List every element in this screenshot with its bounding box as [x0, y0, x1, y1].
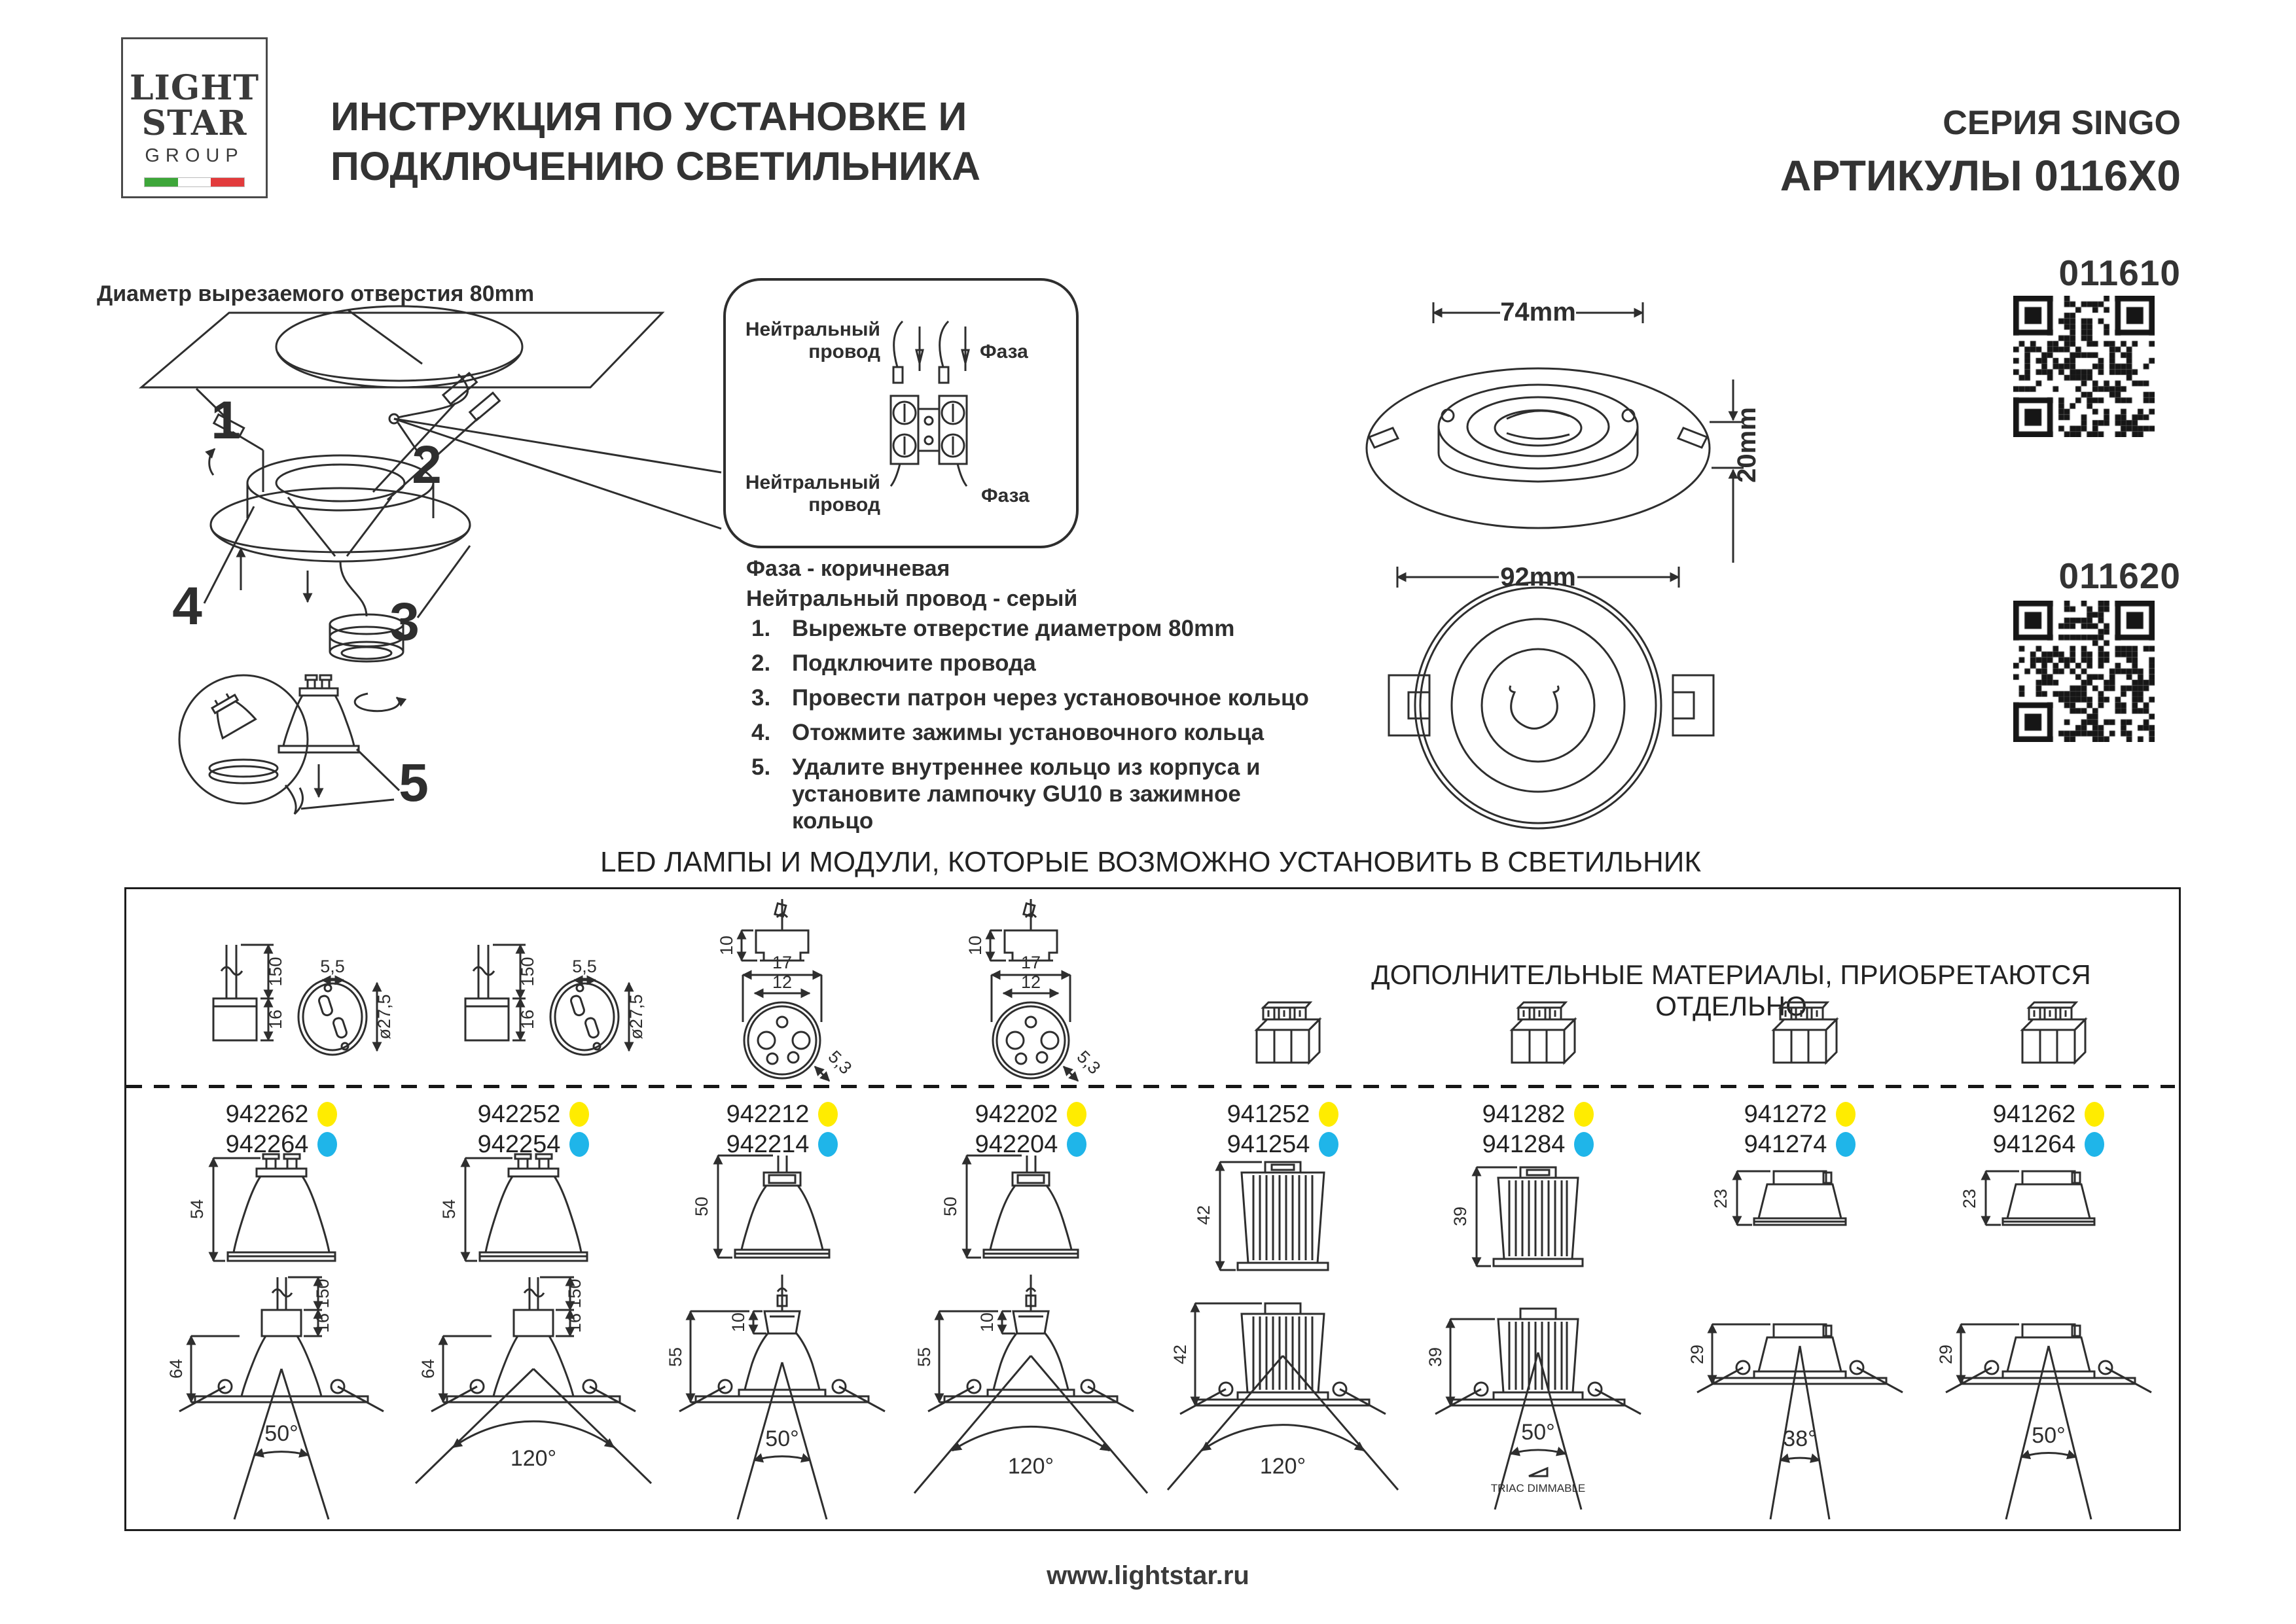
svg-text:150: 150	[313, 1279, 332, 1309]
svg-text:64: 64	[418, 1358, 438, 1379]
phase-label-top: Фаза	[980, 341, 1028, 362]
step-item: 3. Провести патрон через установочное кольцо	[751, 685, 1309, 711]
product-code: 941264	[1992, 1130, 2076, 1158]
svg-text:17: 17	[1020, 953, 1041, 972]
product-codes	[157, 1099, 406, 1159]
article-number-011610: 011610	[2058, 253, 2181, 293]
stripped-wires-icon	[888, 312, 980, 391]
lamp-column-3	[658, 891, 906, 1523]
beam-angle: 50°	[2032, 1423, 2066, 1448]
page-title	[331, 92, 1247, 191]
qr-code-011620	[2013, 601, 2155, 742]
product-codes	[906, 1099, 1155, 1159]
product-code: 941284	[1482, 1130, 1566, 1158]
italian-flag-icon	[144, 177, 245, 187]
triac-triangle-icon	[1529, 1468, 1547, 1476]
gu10-socket-icon	[409, 891, 658, 1087]
lamp-column-7	[1676, 891, 1924, 1523]
mr16-lamp-drawing	[906, 1153, 1155, 1523]
svg-text:16: 16	[518, 1009, 537, 1030]
step-marker-2: 2	[412, 435, 442, 495]
gu10-socket-icon	[157, 891, 406, 1087]
installation-steps	[751, 615, 1327, 842]
beam-angle: 50°	[1521, 1420, 1555, 1445]
terminal-block-icon	[1158, 891, 1407, 1087]
article-number-011620: 011620	[2058, 556, 2181, 596]
svg-text:10: 10	[977, 1312, 997, 1333]
website-url: www.lightstar.ru	[1047, 1561, 1249, 1590]
svg-text:10: 10	[728, 1312, 748, 1333]
svg-text:55: 55	[914, 1347, 934, 1368]
svg-text:17: 17	[772, 953, 793, 972]
beam-angle: 50°	[264, 1421, 298, 1446]
product-codes	[1158, 1099, 1407, 1159]
svg-text:42: 42	[1194, 1205, 1213, 1226]
led-downlight-drawing	[1676, 1153, 1924, 1523]
svg-text:150: 150	[565, 1279, 584, 1309]
svg-text:64: 64	[166, 1358, 186, 1379]
product-code: 942212	[726, 1100, 810, 1128]
lamp-column-1	[157, 891, 406, 1523]
product-code: 941262	[1992, 1100, 2076, 1128]
mr16-lamp-drawing	[658, 1153, 906, 1523]
svg-text:29: 29	[1687, 1344, 1707, 1365]
terminal-block-icon	[876, 391, 981, 495]
svg-text:42: 42	[1170, 1344, 1190, 1365]
warm-tone-dot	[1836, 1102, 1856, 1127]
lamp-column-5	[1158, 891, 1407, 1523]
product-code: 942202	[975, 1100, 1058, 1128]
logo-word-star: STAR	[141, 103, 247, 143]
svg-text:16: 16	[313, 1313, 332, 1333]
svg-text:150: 150	[266, 957, 285, 987]
led-downlight-drawing	[1924, 1153, 2173, 1523]
led-module-drawing	[1414, 1153, 1662, 1523]
warm-tone-dot	[1574, 1102, 1594, 1127]
terminal-block-icon	[1924, 891, 2173, 1087]
lamp-column-4	[906, 891, 1155, 1523]
svg-text:5,5: 5,5	[320, 957, 345, 976]
step-marker-3: 3	[389, 592, 420, 652]
warm-tone-dot	[1319, 1102, 1338, 1127]
svg-text:39: 39	[1426, 1347, 1445, 1368]
warm-tone-dot	[317, 1102, 337, 1127]
step-item: 2. Подключите провода	[751, 650, 1036, 676]
phase-color-note: Фаза - коричневая	[746, 556, 950, 581]
product-codes	[1676, 1099, 1924, 1159]
svg-text:12: 12	[1020, 972, 1041, 992]
product-codes	[409, 1099, 658, 1159]
warm-tone-dot	[1067, 1102, 1086, 1127]
svg-text:ø27,5: ø27,5	[374, 994, 394, 1040]
mr16-socket-icon	[658, 891, 906, 1087]
product-code: 942262	[225, 1100, 309, 1128]
beam-angle: 120°	[510, 1446, 557, 1471]
svg-text:16: 16	[266, 1009, 285, 1030]
product-code: 942204	[975, 1130, 1058, 1158]
beam-angle: 38°	[1783, 1426, 1817, 1451]
lamp-column-8	[1924, 891, 2173, 1523]
product-code: 941254	[1227, 1130, 1310, 1158]
logo-word-group: GROUP	[145, 145, 244, 166]
svg-text:54: 54	[187, 1199, 207, 1220]
terminal-block-icon	[1676, 891, 1924, 1087]
svg-text:54: 54	[439, 1199, 459, 1220]
svg-text:10: 10	[717, 935, 736, 956]
lightstar-logo	[121, 37, 268, 198]
svg-text:5,5: 5,5	[572, 957, 597, 976]
product-code: 942252	[477, 1100, 561, 1128]
wire-color-notes	[746, 554, 1077, 614]
svg-text:12: 12	[772, 972, 793, 992]
qr-code-011610	[2013, 296, 2155, 437]
svg-text:50: 50	[692, 1196, 711, 1217]
step-marker-5: 5	[399, 753, 429, 813]
triac-dimmable-note: TRIAC DIMMABLE	[1490, 1482, 1586, 1494]
led-module-drawing	[1158, 1153, 1407, 1523]
product-code: 942264	[225, 1130, 309, 1158]
dim-74mm: 74mm	[1500, 298, 1576, 327]
terminal-block-icon	[1414, 891, 1662, 1087]
svg-text:ø27,5: ø27,5	[626, 994, 646, 1040]
product-code: 942254	[477, 1130, 561, 1158]
neutral-wire-label-bottom: Нейтральный провод	[745, 472, 880, 516]
product-code: 941282	[1482, 1100, 1566, 1128]
product-code: 941274	[1744, 1130, 1827, 1158]
beam-angle: 120°	[1259, 1454, 1306, 1479]
warm-tone-dot	[818, 1102, 838, 1127]
step-item: 4. Отожмите зажимы установочного кольца	[751, 720, 1265, 745]
mr16-socket-icon	[906, 891, 1155, 1087]
title-line-1: ИНСТРУКЦИЯ ПО УСТАНОВКЕ И	[331, 94, 967, 139]
gu10-lamp-drawing	[409, 1153, 658, 1523]
dim-92mm: 92mm	[1500, 563, 1576, 591]
installation-diagram	[92, 281, 720, 813]
articles-mask: АРТИКУЛЫ 0116X0	[1780, 151, 2181, 200]
product-codes	[658, 1099, 906, 1159]
beam-angle: 50°	[765, 1426, 799, 1451]
warm-tone-dot	[569, 1102, 589, 1127]
svg-text:5,3: 5,3	[824, 1046, 856, 1078]
step-marker-1: 1	[211, 391, 241, 450]
svg-text:16: 16	[565, 1313, 584, 1333]
svg-text:50: 50	[941, 1196, 960, 1217]
step-item: 1. Вырежьте отверстие диаметром 80mm	[751, 616, 1235, 641]
phase-label-bottom: Фаза	[981, 485, 1030, 506]
svg-text:150: 150	[518, 957, 537, 987]
series-block	[1505, 103, 2181, 200]
lamp-column-2	[409, 891, 658, 1523]
svg-text:23: 23	[1711, 1188, 1731, 1209]
neutral-color-note: Нейтральный провод - серый	[746, 586, 1078, 611]
step-item: 5. Удалите внутреннее кольцо из корпуса и установите лампочку GU10 в зажимное кольцо	[751, 754, 1261, 834]
product-code: 941252	[1227, 1100, 1310, 1128]
svg-text:23: 23	[1960, 1188, 1979, 1209]
product-codes	[1414, 1099, 1662, 1159]
warm-tone-dot	[2085, 1102, 2104, 1127]
title-line-2: ПОДКЛЮЧЕНИЮ СВЕТИЛЬНИКА	[331, 144, 981, 188]
neutral-wire-label-top: Нейтральный провод	[745, 319, 880, 362]
beam-angle: 120°	[1007, 1454, 1054, 1479]
svg-text:5,3: 5,3	[1073, 1046, 1105, 1078]
gu10-lamp-drawing	[157, 1153, 406, 1523]
product-codes	[1924, 1099, 2173, 1159]
logo-word-light: LIGHT	[129, 68, 260, 108]
lamps-section-title: LED ЛАМПЫ И МОДУЛИ, КОТОРЫЕ ВОЗМОЖНО УСТАНОВИТЬ В СВЕТИЛЬНИК	[600, 846, 1702, 878]
hole-diameter-label: Диаметр вырезаемого отверстия 80mm	[97, 281, 535, 306]
product-code: 942214	[726, 1130, 810, 1158]
wiring-callout	[723, 278, 1079, 548]
extras-title: ДОПОЛНИТЕЛЬНЫЕ МАТЕРИАЛЫ, ПРИОБРЕТАЮТСЯ ОТДЕЛЬНО	[1371, 959, 2091, 1021]
lamp-column-6	[1414, 891, 1662, 1523]
dim-20mm: 20mm	[1732, 407, 1761, 483]
svg-text:55: 55	[666, 1347, 685, 1368]
step-marker-4: 4	[172, 576, 202, 636]
product-code: 941272	[1744, 1100, 1827, 1128]
svg-text:10: 10	[965, 935, 985, 956]
svg-text:39: 39	[1450, 1206, 1470, 1227]
svg-text:29: 29	[1936, 1344, 1956, 1365]
series-name: СЕРИЯ SINGO	[1943, 104, 2181, 142]
fixture-dimensions-drawing	[1335, 281, 1767, 824]
